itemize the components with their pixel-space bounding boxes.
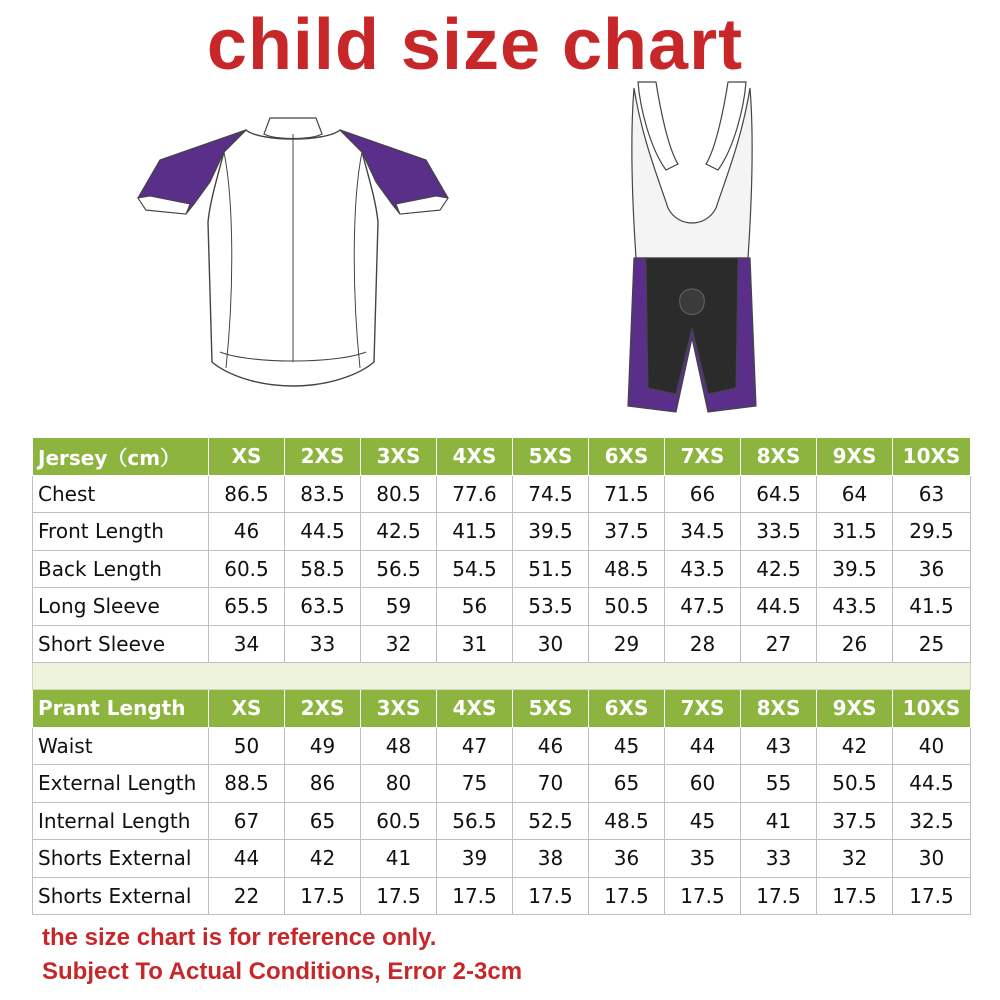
measurement-value: 42.5 xyxy=(361,513,437,551)
size-header-cell: 7XS xyxy=(665,690,741,728)
measurement-value: 48.5 xyxy=(589,550,665,588)
measurement-value: 54.5 xyxy=(437,550,513,588)
measurement-value: 27 xyxy=(741,625,817,663)
measurement-value: 33 xyxy=(741,840,817,878)
measurement-value: 77.6 xyxy=(437,475,513,513)
measurement-value: 48 xyxy=(361,727,437,765)
measurement-value: 64 xyxy=(817,475,893,513)
measurement-label: Short Sleeve xyxy=(33,625,209,663)
size-chart-table xyxy=(32,437,971,915)
measurement-value: 44 xyxy=(209,840,285,878)
measurement-value: 46 xyxy=(209,513,285,551)
measurement-value: 83.5 xyxy=(285,475,361,513)
measurement-label: Shorts External xyxy=(33,877,209,915)
measurement-label: Long Sleeve xyxy=(33,588,209,626)
table-spacer xyxy=(33,663,971,690)
measurement-label: Chest xyxy=(33,475,209,513)
table-row xyxy=(33,588,971,626)
size-header-cell: 6XS xyxy=(589,690,665,728)
measurement-value: 34.5 xyxy=(665,513,741,551)
measurement-value: 56.5 xyxy=(361,550,437,588)
measurement-value: 88.5 xyxy=(209,765,285,803)
measurement-label: Waist xyxy=(33,727,209,765)
measurement-value: 39.5 xyxy=(513,513,589,551)
measurement-value: 45 xyxy=(589,727,665,765)
measurement-value: 80 xyxy=(361,765,437,803)
measurement-value: 70 xyxy=(513,765,589,803)
measurement-value: 31.5 xyxy=(817,513,893,551)
measurement-value: 17.5 xyxy=(285,877,361,915)
measurement-value: 71.5 xyxy=(589,475,665,513)
measurement-value: 32.5 xyxy=(893,802,971,840)
measurement-value: 63.5 xyxy=(285,588,361,626)
measurement-value: 17.5 xyxy=(513,877,589,915)
size-header-cell: 10XS xyxy=(893,438,971,476)
jersey-size-section xyxy=(33,438,971,663)
measurement-value: 58.5 xyxy=(285,550,361,588)
measurement-value: 60.5 xyxy=(209,550,285,588)
measurement-value: 32 xyxy=(817,840,893,878)
table-row xyxy=(33,877,971,915)
measurement-value: 60.5 xyxy=(361,802,437,840)
measurement-value: 50.5 xyxy=(589,588,665,626)
measurement-value: 17.5 xyxy=(665,877,741,915)
measurement-value: 56.5 xyxy=(437,802,513,840)
measurement-value: 36 xyxy=(589,840,665,878)
size-header-cell: 9XS xyxy=(817,690,893,728)
measurement-value: 29 xyxy=(589,625,665,663)
size-header-cell: 4XS xyxy=(437,438,513,476)
table-row xyxy=(33,765,971,803)
measurement-value: 41 xyxy=(741,802,817,840)
measurement-value: 35 xyxy=(665,840,741,878)
measurement-value: 63 xyxy=(893,475,971,513)
table-row xyxy=(33,513,971,551)
table-row xyxy=(33,625,971,663)
measurement-value: 32 xyxy=(361,625,437,663)
size-header-cell: 8XS xyxy=(741,438,817,476)
measurement-value: 30 xyxy=(893,840,971,878)
measurement-value: 34 xyxy=(209,625,285,663)
measurement-value: 86 xyxy=(285,765,361,803)
measurement-value: 17.5 xyxy=(893,877,971,915)
size-header-cell: 2XS xyxy=(285,438,361,476)
table-header-row xyxy=(33,438,971,476)
size-header-cell: 4XS xyxy=(437,690,513,728)
measurement-value: 74.5 xyxy=(513,475,589,513)
measurement-value: 33.5 xyxy=(741,513,817,551)
bib-shorts-illustration xyxy=(616,78,768,416)
measurement-value: 22 xyxy=(209,877,285,915)
table-row xyxy=(33,475,971,513)
measurement-value: 39 xyxy=(437,840,513,878)
measurement-value: 52.5 xyxy=(513,802,589,840)
measurement-value: 42 xyxy=(285,840,361,878)
table-row xyxy=(33,840,971,878)
measurement-value: 39.5 xyxy=(817,550,893,588)
measurement-value: 41 xyxy=(361,840,437,878)
measurement-value: 42 xyxy=(817,727,893,765)
measurement-value: 65 xyxy=(285,802,361,840)
measurement-value: 47.5 xyxy=(665,588,741,626)
measurement-value: 50 xyxy=(209,727,285,765)
measurement-label: Shorts External xyxy=(33,840,209,878)
measurement-value: 65 xyxy=(589,765,665,803)
measurement-value: 43 xyxy=(741,727,817,765)
measurement-label: External Length xyxy=(33,765,209,803)
section-header-label: Jersey（cm） xyxy=(33,438,209,476)
measurement-value: 37.5 xyxy=(589,513,665,551)
measurement-value: 51.5 xyxy=(513,550,589,588)
size-header-cell: 5XS xyxy=(513,690,589,728)
size-header-cell: 10XS xyxy=(893,690,971,728)
size-header-cell: 8XS xyxy=(741,690,817,728)
jersey-illustration xyxy=(130,112,456,402)
size-header-cell: 6XS xyxy=(589,438,665,476)
measurement-value: 29.5 xyxy=(893,513,971,551)
table-header-row xyxy=(33,690,971,728)
size-header-cell: 9XS xyxy=(817,438,893,476)
measurement-value: 55 xyxy=(741,765,817,803)
measurement-value: 40 xyxy=(893,727,971,765)
measurement-value: 28 xyxy=(665,625,741,663)
measurement-value: 64.5 xyxy=(741,475,817,513)
size-header-cell: XS xyxy=(209,438,285,476)
measurement-value: 43.5 xyxy=(665,550,741,588)
measurement-value: 25 xyxy=(893,625,971,663)
measurement-value: 44 xyxy=(665,727,741,765)
section-header-label: Prant Length xyxy=(33,690,209,728)
measurement-value: 41.5 xyxy=(437,513,513,551)
measurement-value: 75 xyxy=(437,765,513,803)
measurement-value: 41.5 xyxy=(893,588,971,626)
measurement-value: 44.5 xyxy=(893,765,971,803)
measurement-value: 60 xyxy=(665,765,741,803)
measurement-value: 17.5 xyxy=(817,877,893,915)
measurement-value: 33 xyxy=(285,625,361,663)
measurement-value: 36 xyxy=(893,550,971,588)
measurement-value: 17.5 xyxy=(361,877,437,915)
measurement-label: Back Length xyxy=(33,550,209,588)
measurement-value: 53.5 xyxy=(513,588,589,626)
measurement-value: 86.5 xyxy=(209,475,285,513)
measurement-value: 56 xyxy=(437,588,513,626)
measurement-value: 44.5 xyxy=(285,513,361,551)
error-note: Subject To Actual Conditions, Error 2-3cm xyxy=(42,958,523,985)
measurement-value: 65.5 xyxy=(209,588,285,626)
measurement-value: 26 xyxy=(817,625,893,663)
size-header-cell: 5XS xyxy=(513,438,589,476)
measurement-label: Internal Length xyxy=(33,802,209,840)
measurement-value: 48.5 xyxy=(589,802,665,840)
measurement-value: 67 xyxy=(209,802,285,840)
measurement-value: 80.5 xyxy=(361,475,437,513)
measurement-value: 59 xyxy=(361,588,437,626)
measurement-value: 50.5 xyxy=(817,765,893,803)
measurement-value: 17.5 xyxy=(437,877,513,915)
pants-size-section xyxy=(33,690,971,915)
measurement-value: 47 xyxy=(437,727,513,765)
size-header-cell: 3XS xyxy=(361,690,437,728)
table-row xyxy=(33,550,971,588)
size-header-cell: 7XS xyxy=(665,438,741,476)
page-title: child size chart xyxy=(206,5,744,85)
measurement-value: 37.5 xyxy=(817,802,893,840)
reference-note: the size chart is for reference only. xyxy=(42,924,437,951)
measurement-value: 43.5 xyxy=(817,588,893,626)
measurement-value: 49 xyxy=(285,727,361,765)
size-header-cell: 2XS xyxy=(285,690,361,728)
measurement-value: 17.5 xyxy=(589,877,665,915)
measurement-value: 44.5 xyxy=(741,588,817,626)
measurement-value: 42.5 xyxy=(741,550,817,588)
table-row xyxy=(33,727,971,765)
measurement-value: 45 xyxy=(665,802,741,840)
measurement-value: 17.5 xyxy=(741,877,817,915)
size-header-cell: 3XS xyxy=(361,438,437,476)
measurement-label: Front Length xyxy=(33,513,209,551)
measurement-value: 30 xyxy=(513,625,589,663)
measurement-value: 38 xyxy=(513,840,589,878)
measurement-value: 66 xyxy=(665,475,741,513)
measurement-value: 31 xyxy=(437,625,513,663)
table-row xyxy=(33,802,971,840)
measurement-value: 46 xyxy=(513,727,589,765)
size-header-cell: XS xyxy=(209,690,285,728)
